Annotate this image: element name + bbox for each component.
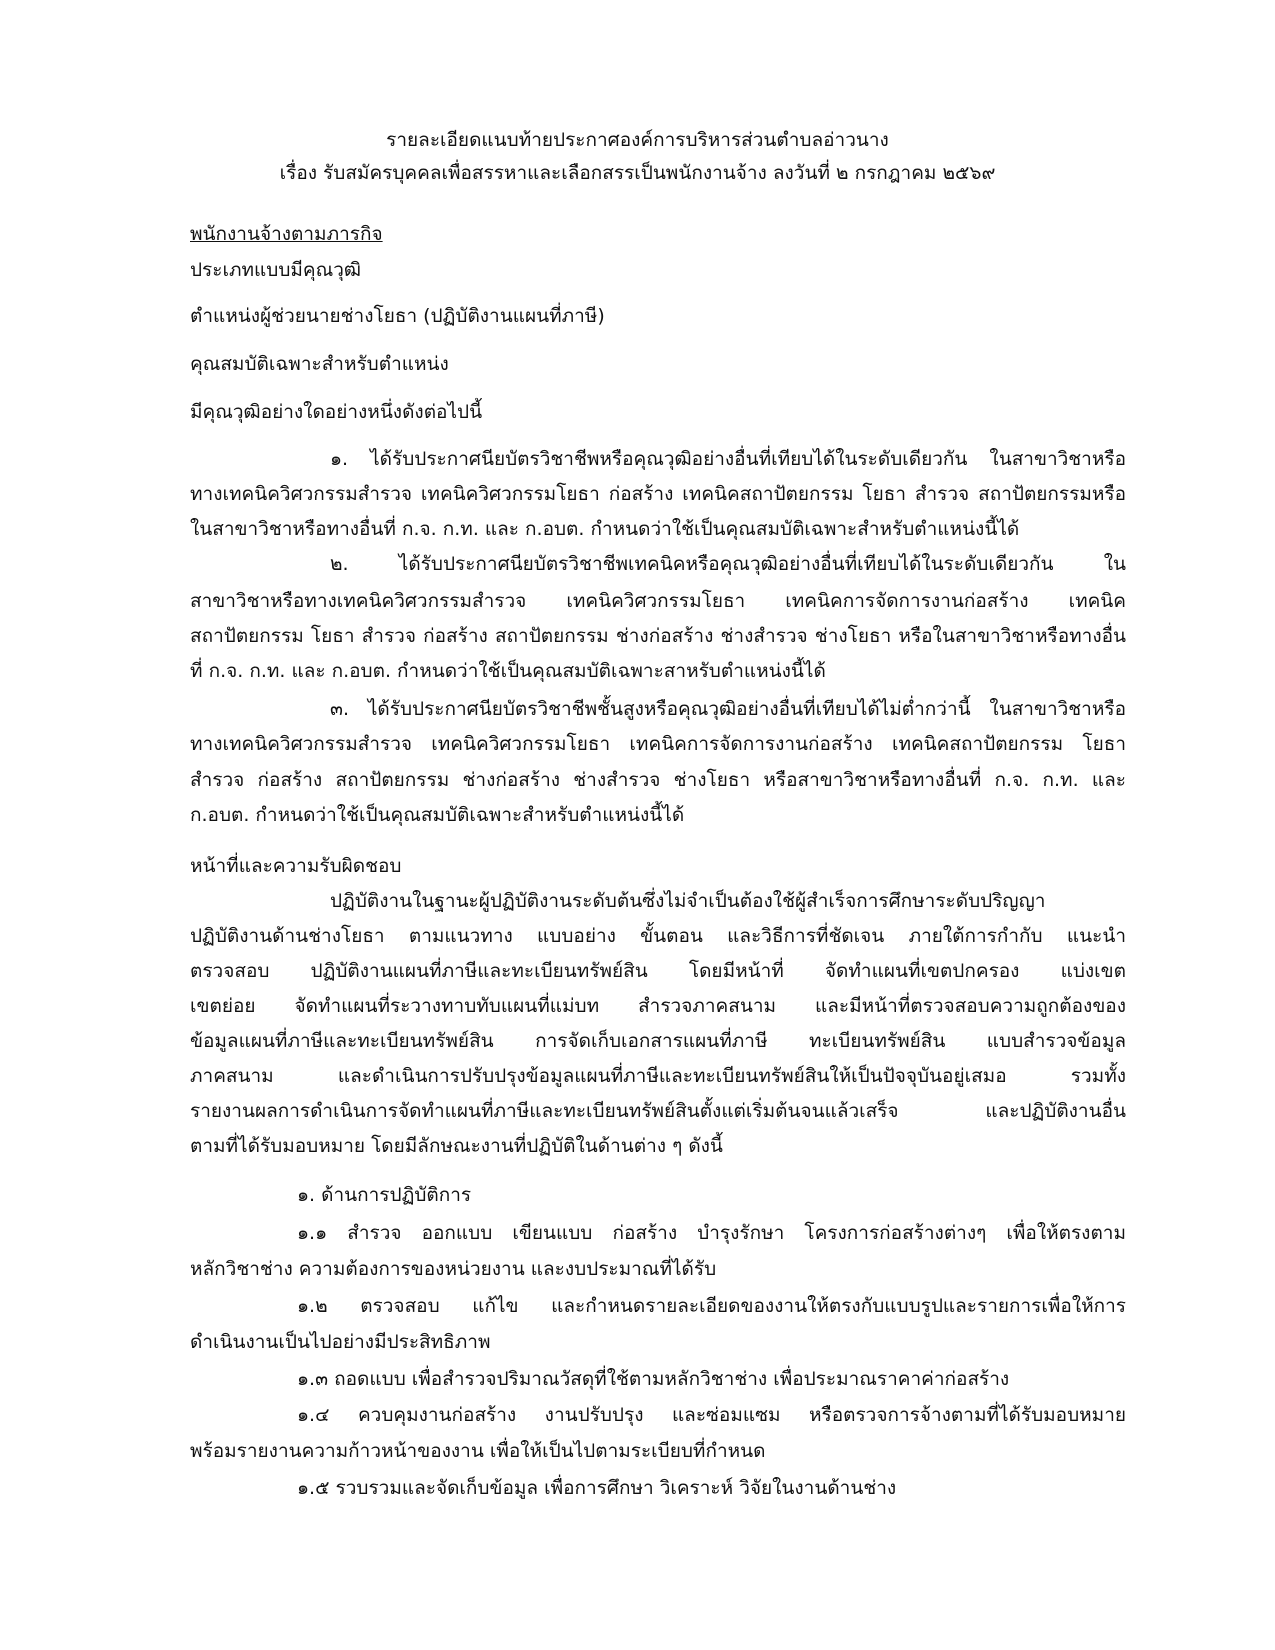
operations-item-1-line-2: หลักวิชาช่าง ความต้องการของหน่วยงาน และงบประมาณที่ได้รับ <box>190 1258 717 1280</box>
operations-item-4-line-2: พร้อมรายงานความก้าวหน้าของงาน เพื่อให้เป็นไปตามระเบียบที่กำหนด <box>190 1440 766 1462</box>
qualification-2-line-1: ๒. ได้รับประกาศนียบัตรวิชาชีพเทคนิคหรือคุณวุฒิอย่างอื่นที่เทียบได้ในระดับเดียวกัน ใน <box>330 553 1126 575</box>
qualification-1-line-3: ในสาขาวิชาหรือทางอื่นที่ ก.จ. ก.ท. และ ก.อบต. กำหนดว่าใช้เป็นคุณสมบัติเฉพาะสำหรับตำแหน่งนี้ได้ <box>190 518 1020 540</box>
duties-line-4: เขตย่อย จัดทำแผนที่ระวางทาบทับแผนที่แม่บท สำรวจภาคสนาม และมีหน้าที่ตรวจสอบความถูกต้องของ <box>190 995 1126 1017</box>
qualification-3-line-2: ทางเทคนิควิศวกรรมสำรวจ เทคนิควิศวกรรมโยธา เทคนิคการจัดการงานก่อสร้าง เทคนิคสถาปัตยกรรม โยธา <box>190 733 1126 755</box>
operations-item-3-line-1: ๑.๓ ถอดแบบ เพื่อสำรวจปริมาณวัสดุที่ใช้ตามหลักวิชาช่าง เพื่อประมาณราคาค่าก่อสร้าง <box>297 1368 1010 1390</box>
qualification-1-line-1: ๑. ได้รับประกาศนียบัตรวิชาชีพหรือคุณวุฒิอย่างอื่นที่เทียบได้ในระดับเดียวกัน ในสาขาวิชาหรือ <box>330 448 1126 470</box>
operations-item-1-line-1: ๑.๑ สำรวจ ออกแบบ เขียนแบบ ก่อสร้าง บำรุงรักษา โครงการก่อสร้างต่างๆ เพื่อให้ตรงตาม <box>297 1222 1126 1244</box>
header-line-2: เรื่อง รับสมัครบุคคลเพื่อสรรหาและเลือกสรรเป็นพนักงานจ้าง ลงวันที่ ๒ กรกฎาคม ๒๕๖๙ <box>279 162 996 184</box>
duties-line-1: ปฏิบัติงานในฐานะผู้ปฏิบัติงานระดับต้นซึ่งไม่จำเป็นต้องใช้ผู้สำเร็จการศึกษาระดับปริญญา <box>330 890 1046 912</box>
duties-line-7: รายงานผลการดำเนินการจัดทำแผนที่ภาษีและทะเบียนทรัพย์สินตั้งแต่เริ่มต้นจนแล้วเสร็จ และปฏิบัติงานอื่น <box>190 1100 1126 1122</box>
section-heading: พนักงานจ้างตามภารกิจ <box>190 223 383 245</box>
duties-line-5: ข้อมูลแผนที่ภาษีและทะเบียนทรัพย์สิน การจัดเก็บเอกสารแผนที่ภาษี ทะเบียนทรัพย์สิน แบบสำรวจข้อมูล <box>190 1030 1126 1052</box>
operations-item-5-line-1: ๑.๕ รวบรวมและจัดเก็บข้อมูล เพื่อการศึกษา วิเคราะห์ วิจัยในงานด้านช่าง <box>297 1477 897 1499</box>
duties-line-8: ตามที่ได้รับมอบหมาย โดยมีลักษณะงานที่ปฏิบัติในด้านต่าง ๆ ดังนี้ <box>190 1135 723 1157</box>
operations-heading: ๑. ด้านการปฏิบัติการ <box>297 1184 472 1206</box>
header-line-1: รายละเอียดแนบท้ายประกาศองค์การบริหารส่วนตำบลอ่าวนาง <box>386 129 889 151</box>
operations-item-4-line-1: ๑.๔ ควบคุมงานก่อสร้าง งานปรับปรุง และซ่อมแซม หรือตรวจการจ้างตามที่ได้รับมอบหมาย <box>297 1404 1126 1426</box>
qualification-3-line-1: ๓. ได้รับประกาศนียบัตรวิชาชีพชั้นสูงหรือคุณวุฒิอย่างอื่นที่เทียบได้ไม่ต่ำกว่านี้ ในสาขาวิชาหรือ <box>330 698 1126 720</box>
position-line: ตำแหน่งผู้ช่วยนายช่างโยธา (ปฏิบัติงานแผนที่ภาษี) <box>190 305 605 327</box>
qualifications-heading: คุณสมบัติเฉพาะสำหรับตำแหน่ง <box>190 353 449 375</box>
duties-heading: หน้าที่และความรับผิดชอบ <box>190 855 402 877</box>
duties-line-3: ตรวจสอบ ปฏิบัติงานแผนที่ภาษีและทะเบียนทรัพย์สิน โดยมีหน้าที่ จัดทำแผนที่เขตปกครอง แบ่งเขต <box>190 960 1126 982</box>
type-line: ประเภทแบบมีคุณวุฒิ <box>190 259 362 281</box>
duties-line-6: ภาคสนาม และดำเนินการปรับปรุงข้อมูลแผนที่ภาษีและทะเบียนทรัพย์สินให้เป็นปัจจุบันอยู่เสมอ รวมทั้ง <box>190 1065 1126 1087</box>
qualification-2-line-2: สาขาวิชาหรือทางเทคนิควิศวกรรมสำรวจ เทคนิควิศวกรรมโยธา เทคนิคการจัดการงานก่อสร้าง เทคนิค <box>190 590 1126 612</box>
qualification-3-line-4: ก.อบต. กำหนดว่าใช้เป็นคุณสมบัติเฉพาะสำหรับตำแหน่งนี้ได้ <box>190 804 685 826</box>
qualification-2-line-3: สถาปัตยกรรม โยธา สำรวจ ก่อสร้าง สถาปัตยกรรม ช่างก่อสร้าง ช่างสำรวจ ช่างโยธา หรือในสาขาวิชาหรือทางอื่น <box>190 625 1126 647</box>
qualifications-intro: มีคุณวุฒิอย่างใดอย่างหนึ่งดังต่อไปนี้ <box>190 401 483 423</box>
qualification-3-line-3: สำรวจ ก่อสร้าง สถาปัตยกรรม ช่างก่อสร้าง ช่างสำรวจ ช่างโยธา หรือสาขาวิชาหรือทางอื่นที่ ก.จ. ก.ท. และ <box>190 769 1126 791</box>
operations-item-2-line-1: ๑.๒ ตรวจสอบ แก้ไข และกำหนดรายละเอียดของงานให้ตรงกับแบบรูปและรายการเพื่อให้การ <box>297 1295 1126 1317</box>
operations-item-2-line-2: ดำเนินงานเป็นไปอย่างมีประสิทธิภาพ <box>190 1331 491 1353</box>
qualification-2-line-4: ที่ ก.จ. ก.ท. และ ก.อบต. กำหนดว่าใช้เป็นคุณสมบัติเฉพาะสาหรับตำแหน่งนี้ได้ <box>190 660 826 682</box>
duties-line-2: ปฏิบัติงานด้านช่างโยธา ตามแนวทาง แบบอย่าง ขั้นตอน และวิธีการที่ชัดเจน ภายใต้การกำกับ แนะนำ <box>190 925 1126 947</box>
qualification-1-line-2: ทางเทคนิควิศวกรรมสำรวจ เทคนิควิศวกรรมโยธา ก่อสร้าง เทคนิคสถาปัตยกรรม โยธา สำรวจ สถาปัตยกรรมหรือ <box>190 483 1126 505</box>
